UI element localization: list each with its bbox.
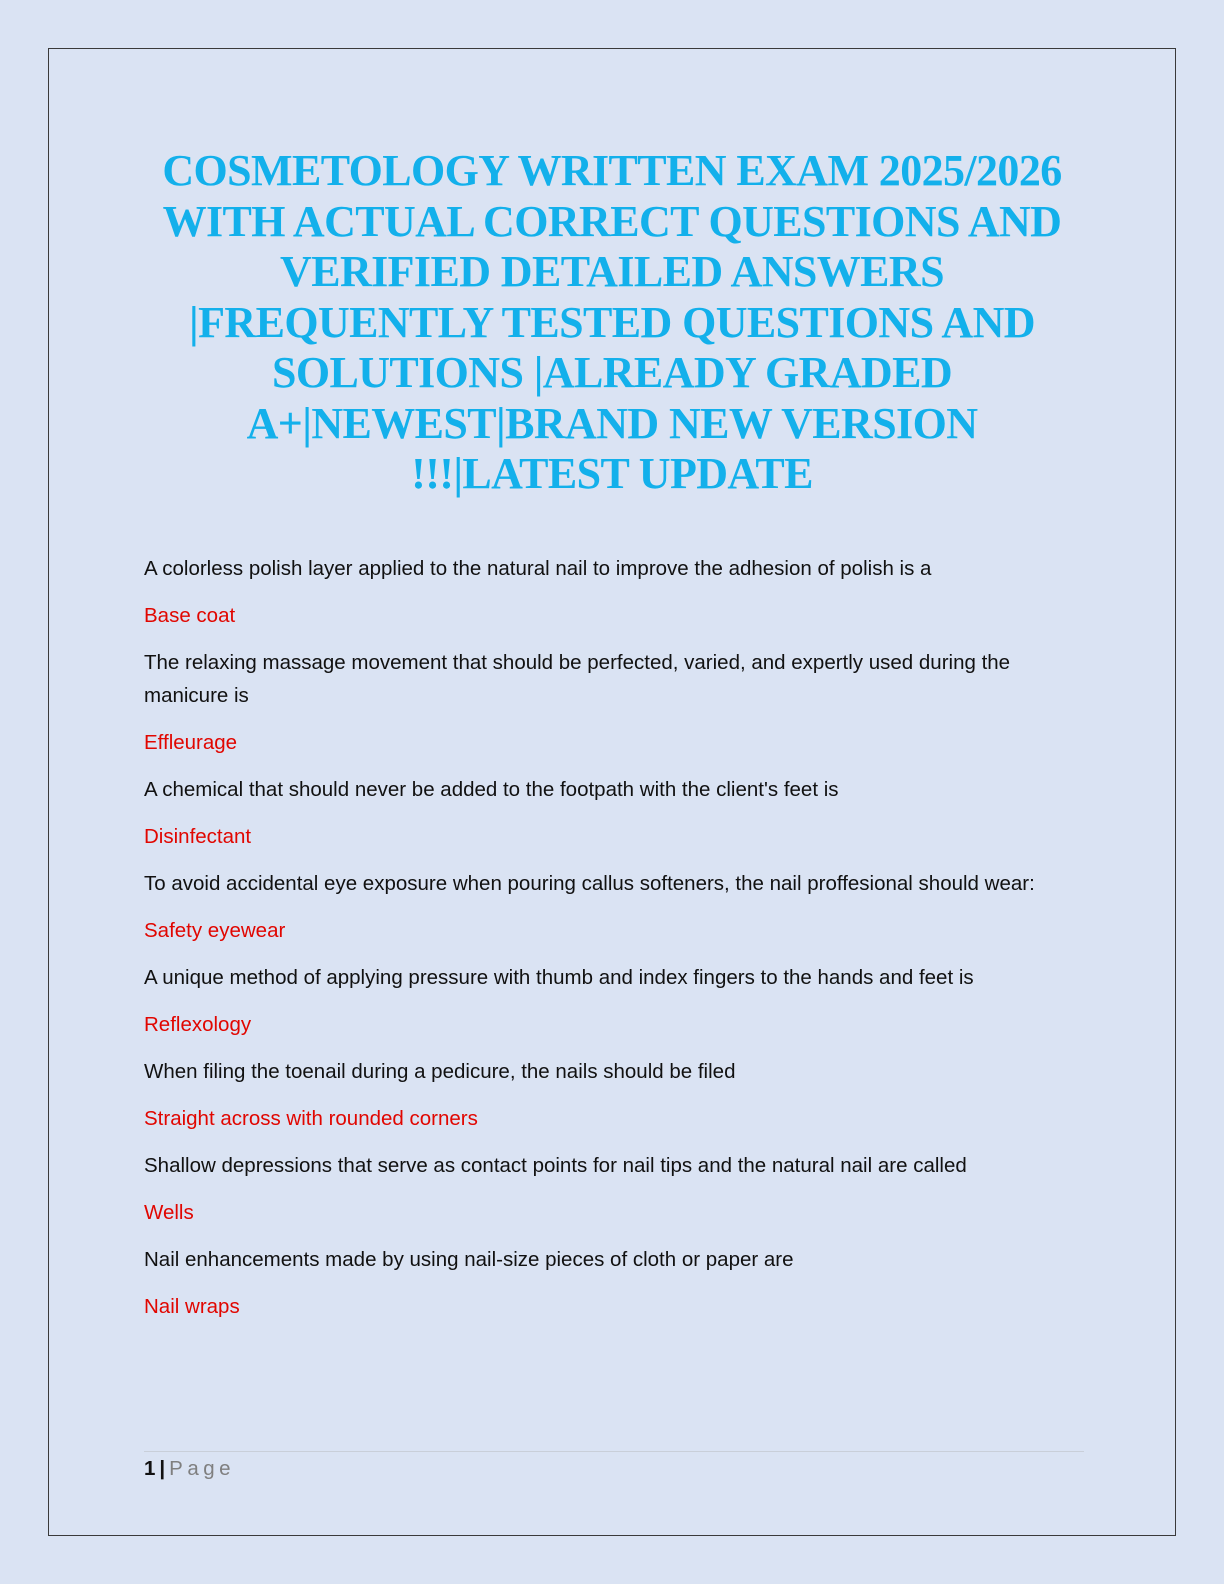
qa-item xyxy=(144,773,1084,853)
question-text: The relaxing massage movement that should be perfected, varied, and expertly used during the manicure is xyxy=(144,651,1011,707)
question-text: A colorless polish layer applied to the natural nail to improve the adhesion of polish is a xyxy=(144,557,932,580)
qa-item xyxy=(144,1149,1084,1229)
answer-text: Reflexology xyxy=(144,1013,252,1036)
answer-text: Safety eyewear xyxy=(144,919,286,942)
answer-text: Base coat xyxy=(144,604,236,627)
title-line: VERIFIED DETAILED ANSWERS xyxy=(280,247,944,296)
qa-item xyxy=(144,1055,1084,1135)
page-label: Page xyxy=(169,1457,236,1480)
qa-item xyxy=(144,1243,1084,1323)
answer-text: Disinfectant xyxy=(144,825,252,848)
qa-item xyxy=(144,961,1084,1041)
page-number: 1 xyxy=(144,1457,156,1480)
question-text: When filing the toenail during a pedicure, the nails should be filed xyxy=(144,1060,736,1083)
answer-text: Wells xyxy=(144,1201,194,1224)
document-title xyxy=(110,146,1114,500)
title-line: |FREQUENTLY TESTED QUESTIONS AND xyxy=(189,297,1035,347)
title-line: WITH ACTUAL CORRECT QUESTIONS AND xyxy=(162,196,1062,246)
qa-item xyxy=(144,552,1084,632)
answer-text: Effleurage xyxy=(144,731,238,754)
title-line: !!!|LATEST UPDATE xyxy=(411,449,813,498)
answer-text: Straight across with rounded corners xyxy=(144,1107,478,1130)
title-line: A+|NEWEST|BRAND NEW VERSION xyxy=(246,398,978,448)
title-line: COSMETOLOGY WRITTEN EXAM 2025/2026 xyxy=(162,146,1062,195)
qa-item xyxy=(144,867,1084,947)
qa-list xyxy=(144,552,1084,1337)
footer-separator: | xyxy=(159,1457,166,1480)
title-line: SOLUTIONS |ALREADY GRADED xyxy=(271,348,953,397)
footer-divider xyxy=(144,1451,1084,1452)
qa-item xyxy=(144,646,1084,759)
question-text: A chemical that should never be added to the footpath with the client's feet is xyxy=(144,778,839,801)
question-text: To avoid accidental eye exposure when pouring callus softeners, the nail proffesional should wear: xyxy=(144,872,1035,895)
question-text: Nail enhancements made by using nail-size pieces of cloth or paper are xyxy=(144,1248,794,1271)
question-text: A unique method of applying pressure with thumb and index fingers to the hands and feet is xyxy=(144,966,974,989)
question-text: Shallow depressions that serve as contact points for nail tips and the natural nail are called xyxy=(144,1154,967,1177)
page-footer xyxy=(144,1454,235,1484)
answer-text: Nail wraps xyxy=(144,1295,240,1318)
